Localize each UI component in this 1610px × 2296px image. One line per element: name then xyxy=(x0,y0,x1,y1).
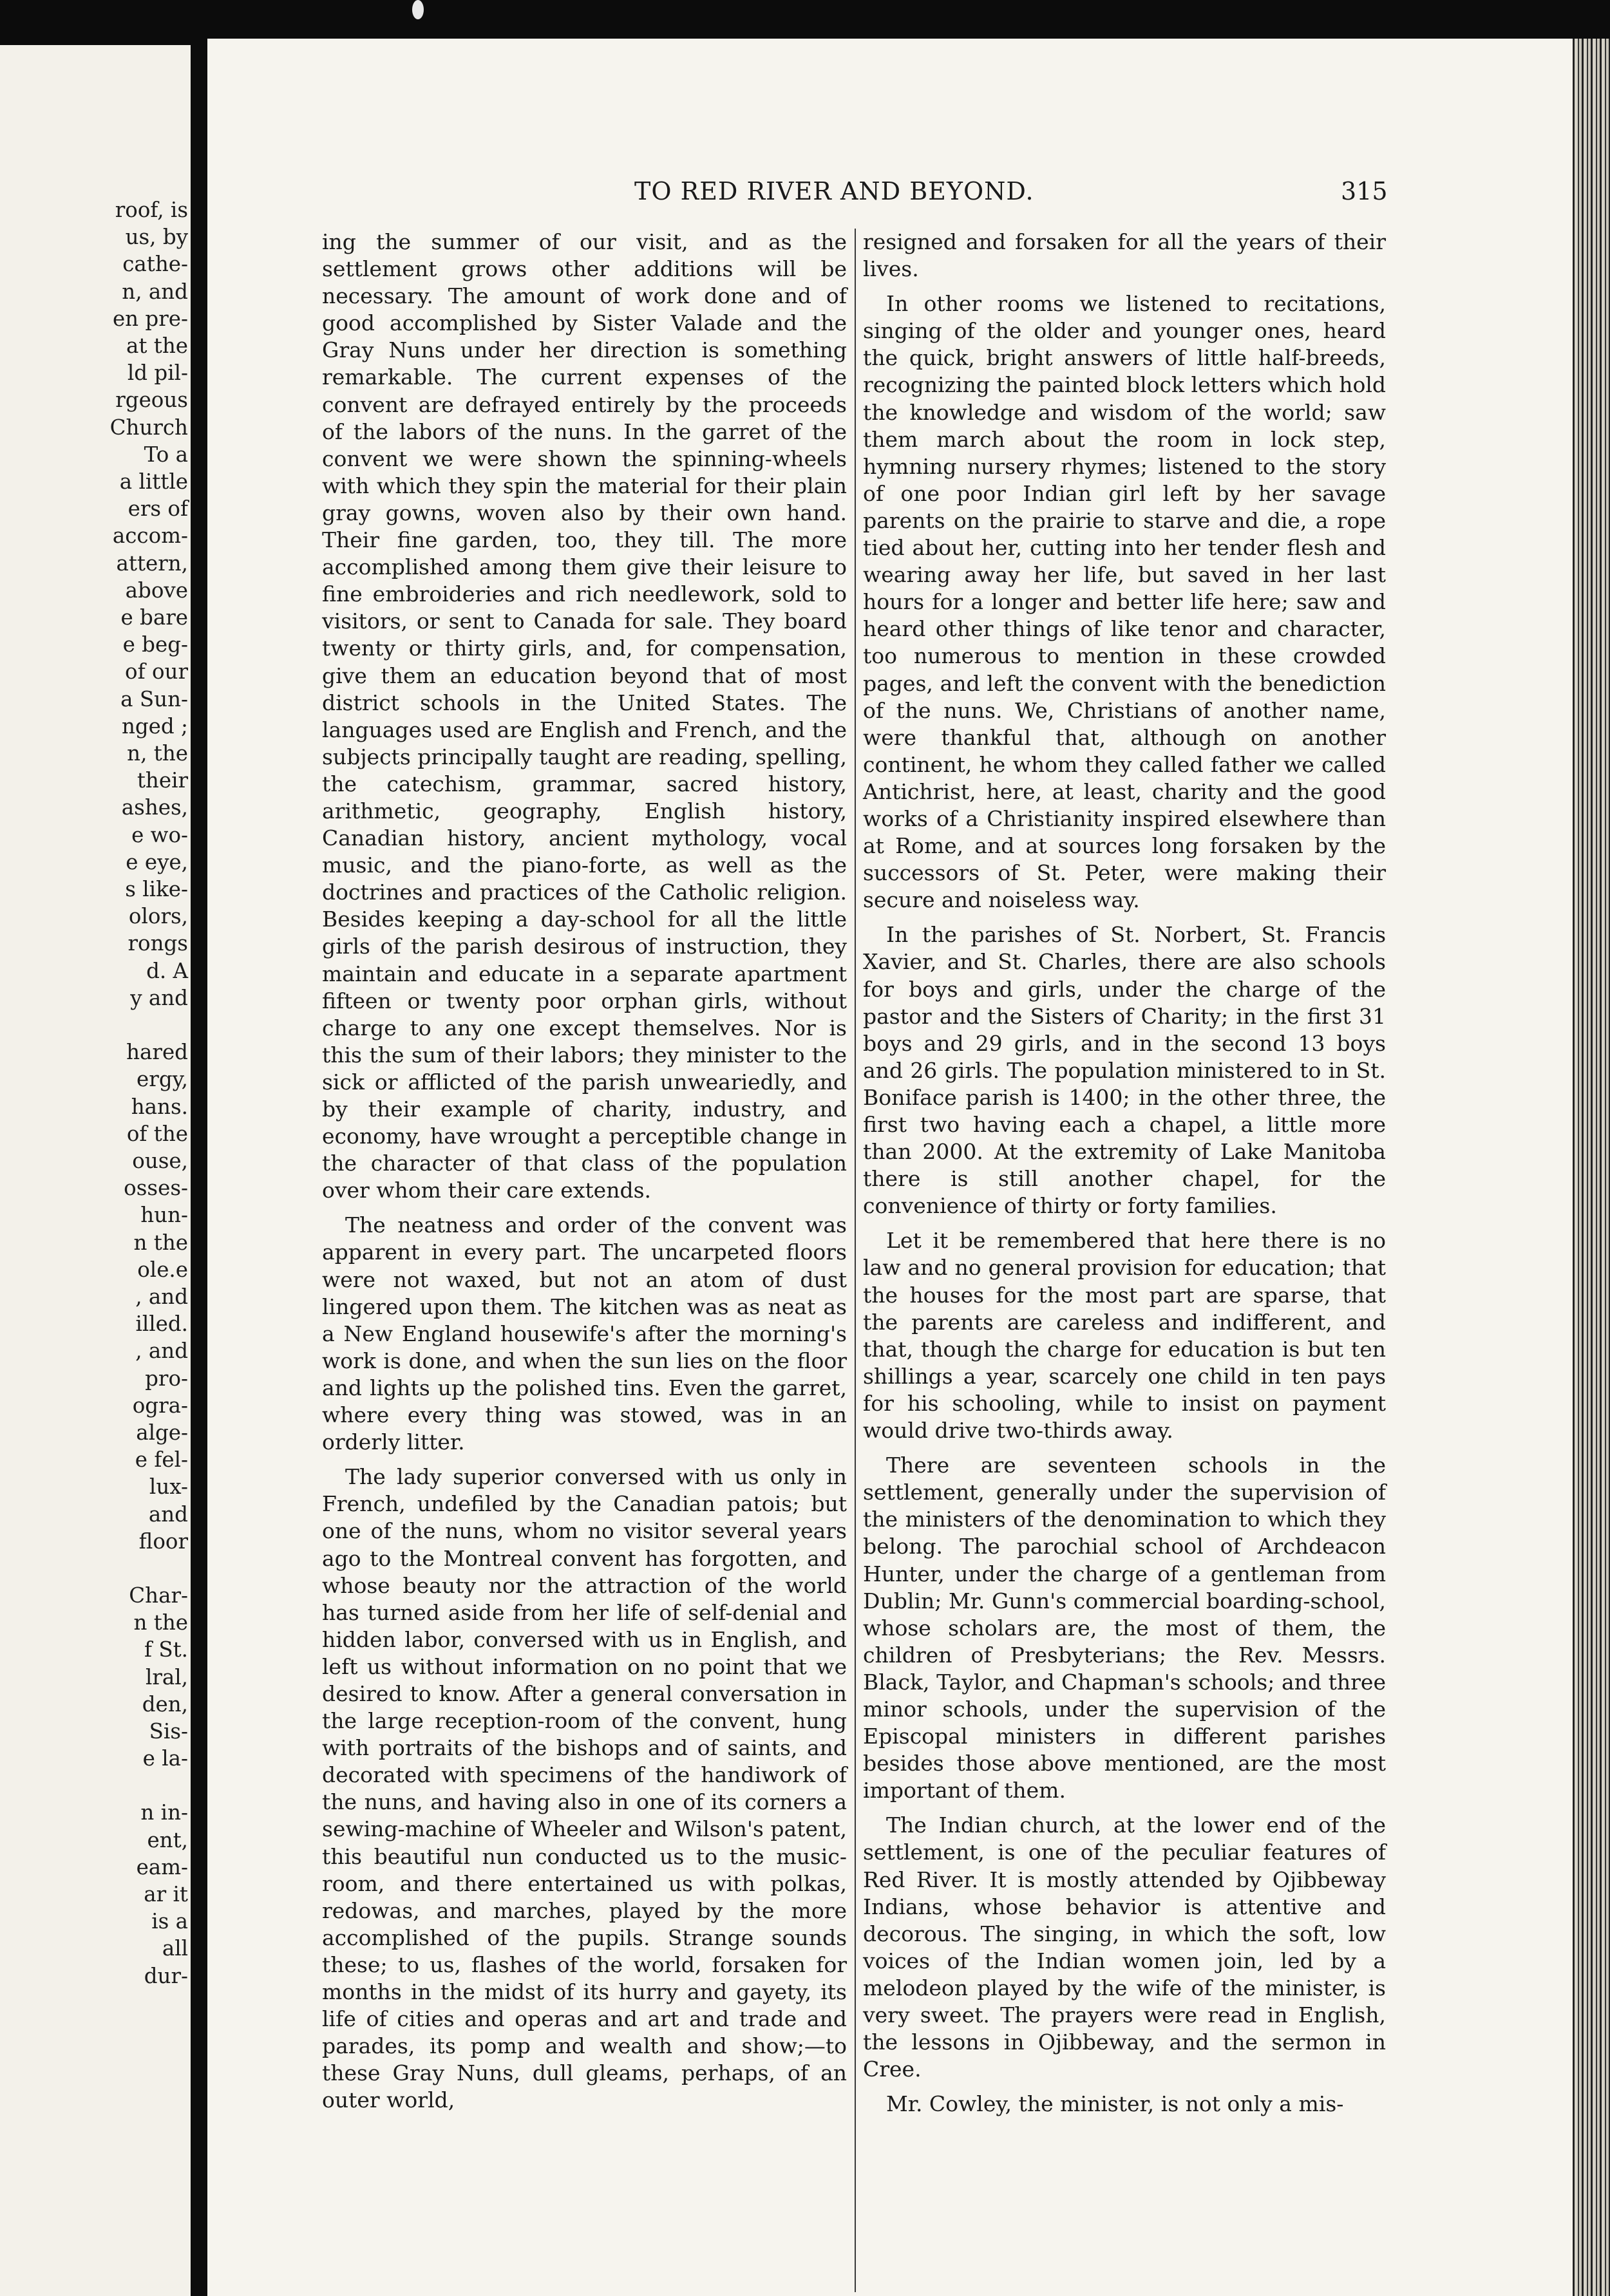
facing-page-line: hans. xyxy=(131,1094,188,1119)
facing-page-line: at the xyxy=(126,334,188,359)
right-column xyxy=(863,229,1386,2125)
facing-page-line: Char- xyxy=(129,1583,188,1608)
facing-page-line: lral, xyxy=(145,1664,188,1689)
paragraph: The neatness and order of the convent was apparent in every part. The uncarpeted floors were not waxed, but not an atom of dust lingered upon them. The kitchen was as neat as a New England housewife's after the morning's work is done, and when the sun lies on the floor and lights up the polished tins. Even the garret, where every thing was stowed, was in an orderly litter. xyxy=(322,1212,847,1455)
facing-page-line: e eye, xyxy=(126,849,188,874)
facing-page-line: e fel- xyxy=(135,1447,188,1473)
facing-page-line: ent, xyxy=(147,1827,188,1852)
paragraph: There are seventeen schools in the settlement, generally under the supervision of the ministers of the denomination to which they belong. The parochial school of Archdeacon Hunter, under the charge of a gentleman from Dublin; Mr. Gunn's commercial boarding-school, whose scholars are, the most of them, the children of Presbyterians; the Rev. Messrs. Black, Taylor, and Chapman's schools; and three minor schools, under the supervision of the Episcopal ministers in different parishes besides those above mentioned, are the most important of them. xyxy=(863,1453,1386,1803)
facing-page-line: us, by xyxy=(125,225,188,250)
paragraph: resigned and forsaken for all the years of their lives. xyxy=(863,229,1386,282)
facing-page-line: hared xyxy=(126,1040,188,1065)
facing-page-text xyxy=(33,196,188,1990)
facing-page-line: pro- xyxy=(145,1366,188,1391)
paragraph: ing the summer of our visit, and as the settlement grows other additions will be necessary. The amount of work done and of good accomplished by Sister Valade and the Gray Nuns under her direction is something remarkable. The current expenses of the convent are defrayed entirely by the proceeds of the labors of the nuns. In the garret of the convent we were shown the spinning-wheels with which they spin the material for their plain gray gowns, woven also by their own hand. Their fine garden, too, they till. The more accomplished among them give their leisure to fine embroideries and rich needlework, sold to visitors, or sent to Canada for sale. They board twenty or thirty girls, and, for compensation, give them an education beyond that of most district schools in the United States. The languages used are English and French, and the subjects principally taught are reading, spelling, the catechism, grammar, sacred history, arithmetic, geography, English history, Canadian history, ancient mythology, vocal music, and the piano-forte, as well as the doctrines and practices of the Catholic religion. Besides keeping a day-school for all the little girls of the parish desirous of instruction, they maintain and educate in a separate apartment fifteen or twenty poor orphan girls, without charge to any one except themselves. Nor is this the sum of their labors; they minister to the sick or afflicted of the parish unweariedly, and by their example of charity, industry, and economy, have wrought a perceptible change in the character of that class of the population over whom their care extends. xyxy=(322,229,847,1203)
page-edge xyxy=(1573,39,1610,2296)
facing-page-line xyxy=(33,1555,188,1582)
scan-mark xyxy=(412,0,424,19)
facing-page-line: of our xyxy=(125,659,188,684)
facing-page-fragment xyxy=(0,45,191,2296)
paragraph: The lady superior conversed with us only in French, undefiled by the Canadian patois; but one of the nuns, whom no visitor several years ago to the Montreal convent has forgotten, and whose beauty nor the attraction of the world has turned aside from her life of self-denial and hidden labor, conversed with us in English, and left us without information on no point that we desired to know. After a general conversation in the large reception-room of the convent, hung with portraits of the bishops and of saints, and decorated with specimens of the handiwork of the nuns, and having also in one of its corners a sewing-machine of Wheeler and Wilson's patent, this beautiful nun conducted us to the music-room, and there entertained us with polkas, redowas, and marches, played by the more accomplished of the pupils. Strange sounds these; to us, flashes of the world, forsaken for months in the midst of its hurry and gayety, its life of cities and operas and art and trade and parades, its pomp and wealth and show;—to these Gray Nuns, dull gleams, perhaps, of an outer world, xyxy=(322,1464,847,2113)
facing-page-line: s like- xyxy=(125,877,188,902)
facing-page-line: Church xyxy=(109,415,188,440)
facing-page-line: osses- xyxy=(124,1176,188,1201)
facing-page-line: above xyxy=(125,578,188,603)
facing-page-line: hun- xyxy=(140,1203,188,1228)
facing-page-line: en pre- xyxy=(112,306,188,331)
facing-page-line: alge- xyxy=(136,1420,188,1445)
facing-page-line xyxy=(33,1012,188,1039)
facing-page-line: rgeous xyxy=(115,388,188,413)
facing-page-line: lux- xyxy=(149,1474,188,1500)
paragraph: In other rooms we listened to recitations, singing of the older and younger ones, heard the quick, bright answers of little half-breeds, recognizing the painted block letters which hold the knowledge and wisdom of the world; saw them march about the room in lock step, hymning nursery rhymes; listened to the story of one poor Indian girl left by her savage parents on the prairie to starve and die, a rope tied about her, cutting into her tender flesh and wearing away her life, but saved in her last hours for a longer and better life here; saw and heard other things of like tenor and character, too numerous to mention in these crowded pages, and left the convent with the benediction of the nuns. We, Christians of another name, were thankful that, although on another continent, he whom they called father we called Antichrist, here, at least, charity and the good works of a Christianity inspired elsewhere than at Rome, and at sources long forsaken by the successors of St. Peter, were making their secure and noiseless way. xyxy=(863,291,1386,913)
facing-page-line xyxy=(33,1772,188,1799)
facing-page-line: all xyxy=(162,1936,188,1961)
facing-page-line: n the xyxy=(133,1610,188,1635)
running-head: TO RED RIVER AND BEYOND. xyxy=(634,177,1034,205)
paragraph: The Indian church, at the lower end of the settlement, is one of the peculiar features of Red River. It is mostly attended by Ojibbeway Indians, whose behavior is attentive and decorous. The singing, in which the soft, low voices of the Indian women join, led by a melodeon played by the wife of the minister, is very sweet. The prayers were read in English, the lessons in Ojibbeway, and the sermon in Cree. xyxy=(863,1812,1386,2082)
facing-page-line: ergy, xyxy=(137,1067,188,1092)
facing-page-line: e wo- xyxy=(131,822,188,847)
facing-page-line: ers of xyxy=(128,496,188,522)
paragraph: Let it be remembered that here there is no law and no general provision for education; that the houses for the most part are sparse, that the parents are careless and indifferent, and that, though the charge for education is but ten shillings a year, scarcely one child in ten pays for his schooling, while to insist on payment would drive two-thirds away. xyxy=(863,1228,1386,1444)
facing-page-line: e bare xyxy=(120,605,188,630)
facing-page-line: floor xyxy=(138,1529,188,1554)
facing-page-line: n in- xyxy=(140,1800,188,1825)
facing-page-line: ole.e xyxy=(137,1257,188,1282)
facing-page-line: a little xyxy=(119,469,188,494)
column-divider xyxy=(855,229,856,2292)
facing-page-line: den, xyxy=(142,1691,188,1717)
facing-page-line: is a xyxy=(151,1909,188,1934)
facing-page-line: ld pil- xyxy=(127,361,188,386)
facing-page-line: n the xyxy=(133,1230,188,1255)
facing-page-line: n, the xyxy=(127,741,188,766)
facing-page-line: roof, is xyxy=(115,198,188,222)
left-column xyxy=(322,229,847,2122)
facing-page-line: illed. xyxy=(135,1312,188,1337)
facing-page-line: eam- xyxy=(136,1854,188,1879)
facing-page-line: To a xyxy=(144,442,188,467)
facing-page-line: y and xyxy=(130,985,188,1010)
page-number: 315 xyxy=(1341,177,1388,205)
facing-page-line: , and xyxy=(135,1339,188,1364)
facing-page-line: dur- xyxy=(144,1963,188,1988)
facing-page-line: ar it xyxy=(144,1881,188,1906)
facing-page-line: accom- xyxy=(112,523,188,549)
facing-page-line: of the xyxy=(126,1121,188,1146)
facing-page-line: nged ; xyxy=(121,713,188,739)
facing-page-line: f St. xyxy=(144,1637,188,1662)
facing-page-line: n, and xyxy=(122,279,188,304)
paragraph: In the parishes of St. Norbert, St. Francis Xavier, and St. Charles, there are also schools for boys and girls, under the charge of the pastor and the Sisters of Charity; in the first 31 boys and 29 girls, and in the second 13 boys and 26 girls. The population ministered to in St. Boniface parish is 1400; in the other three, the first two having each a chapel, a little more than 2000. At the extremity of Lake Manitoba there is still another chapel, for the convenience of thirty or forty families. xyxy=(863,922,1386,1219)
facing-page-line: e la- xyxy=(142,1746,188,1771)
facing-page-line: cathe- xyxy=(122,252,188,277)
facing-page-line: olors, xyxy=(128,904,188,929)
facing-page-line: , and xyxy=(135,1284,188,1309)
facing-page-line: and xyxy=(148,1501,188,1527)
facing-page-line: ogra- xyxy=(132,1393,188,1418)
facing-page-line: ashes, xyxy=(121,795,188,820)
facing-page-line: their xyxy=(137,768,188,793)
facing-page-line: a Sun- xyxy=(120,686,188,711)
facing-page-line: ouse, xyxy=(132,1148,188,1173)
facing-page-line: d. A xyxy=(146,958,188,983)
facing-page-line: Sis- xyxy=(149,1718,188,1744)
paragraph: Mr. Cowley, the minister, is not only a mis- xyxy=(886,2091,1344,2117)
facing-page-line: e beg- xyxy=(122,632,188,657)
facing-page-line: attern, xyxy=(116,550,188,576)
facing-page-line: rongs xyxy=(128,931,188,956)
